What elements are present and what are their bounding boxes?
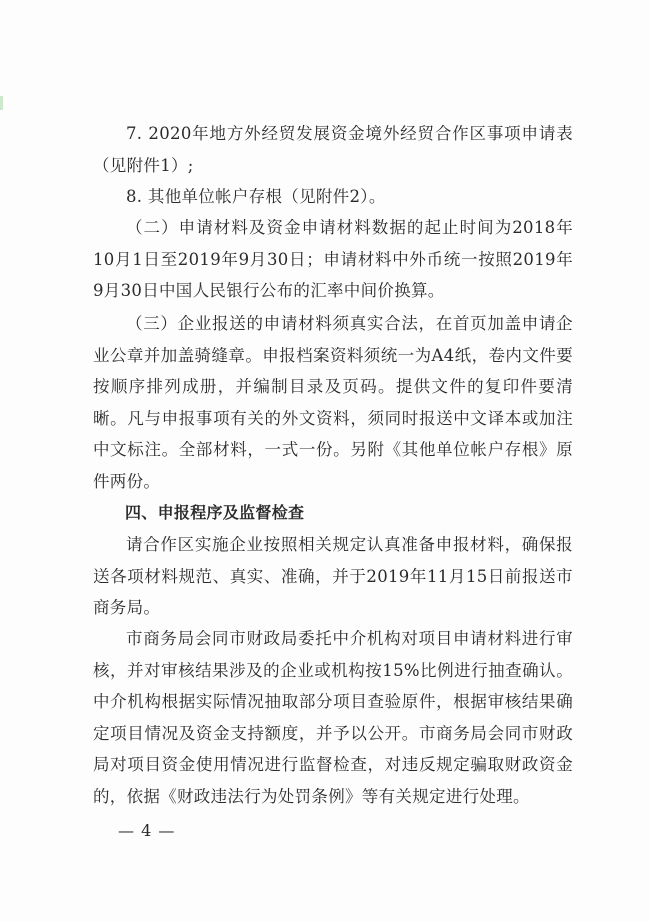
- paragraph-submission: 请合作区实施企业按照相关规定认真准备申报材料，确保报送各项材料规范、真实、准确，并于2019年11月15日前报送市商务局。: [93, 535, 573, 617]
- paragraph-section-2: （二）申请材料及资金申请材料数据的起止时间为2018年10月1日至2019年9月30日；申请材料中外币统一按照2019年9月30日中国人民银行公布的汇率中间价换算。: [93, 218, 573, 300]
- list-item-8: [93, 181, 573, 213]
- section-3-block: [93, 308, 573, 497]
- scan-edge-mark: [0, 96, 3, 110]
- list-item-7: [93, 118, 573, 181]
- section-2-block: [93, 212, 573, 307]
- section-4-heading: 四、申报程序及监督检查: [125, 503, 305, 522]
- paragraph-section-3: （三）企业报送的申请材料须真实合法，在首页加盖申请企业公章并加盖骑缝章。申报档案资料须统一为A4纸，卷内文件要按顺序排列成册，并编制目录及页码。提供文件的复印件要清晰。凡与申报事项有关的外文资料，须同时报送中文译本或加注中文标注。全部材料，一式一份。另附《其他单位帐户存根》原件两份。: [93, 314, 573, 491]
- paragraph-item-7: 7. 2020年地方外经贸发展资金境外经贸合作区事项申请表（见附件1）;: [93, 124, 573, 175]
- section-4-heading-block: [93, 497, 573, 529]
- section-4-para-2-block: [93, 623, 573, 812]
- paragraph-review: 市商务局会同市财政局委托中介机构对项目申请材料进行审核，并对审核结果涉及的企业或机构按15%比例进行抽查确认。中介机构根据实际情况抽取部分项目查验原件，根据审核结果确定项目情况及资金支持额度，并予以公开。市商务局会同市财政局对项目资金使用情况进行监督检查，对违反规定骗取财政资金的，依据《财政违法行为处罚条例》等有关规定进行处理。: [93, 629, 573, 806]
- paragraph-item-8: 8. 其他单位帐户存根（见附件2）。: [126, 187, 386, 206]
- page-number: — 4 —: [118, 821, 176, 840]
- section-4-para-1-block: [93, 529, 573, 624]
